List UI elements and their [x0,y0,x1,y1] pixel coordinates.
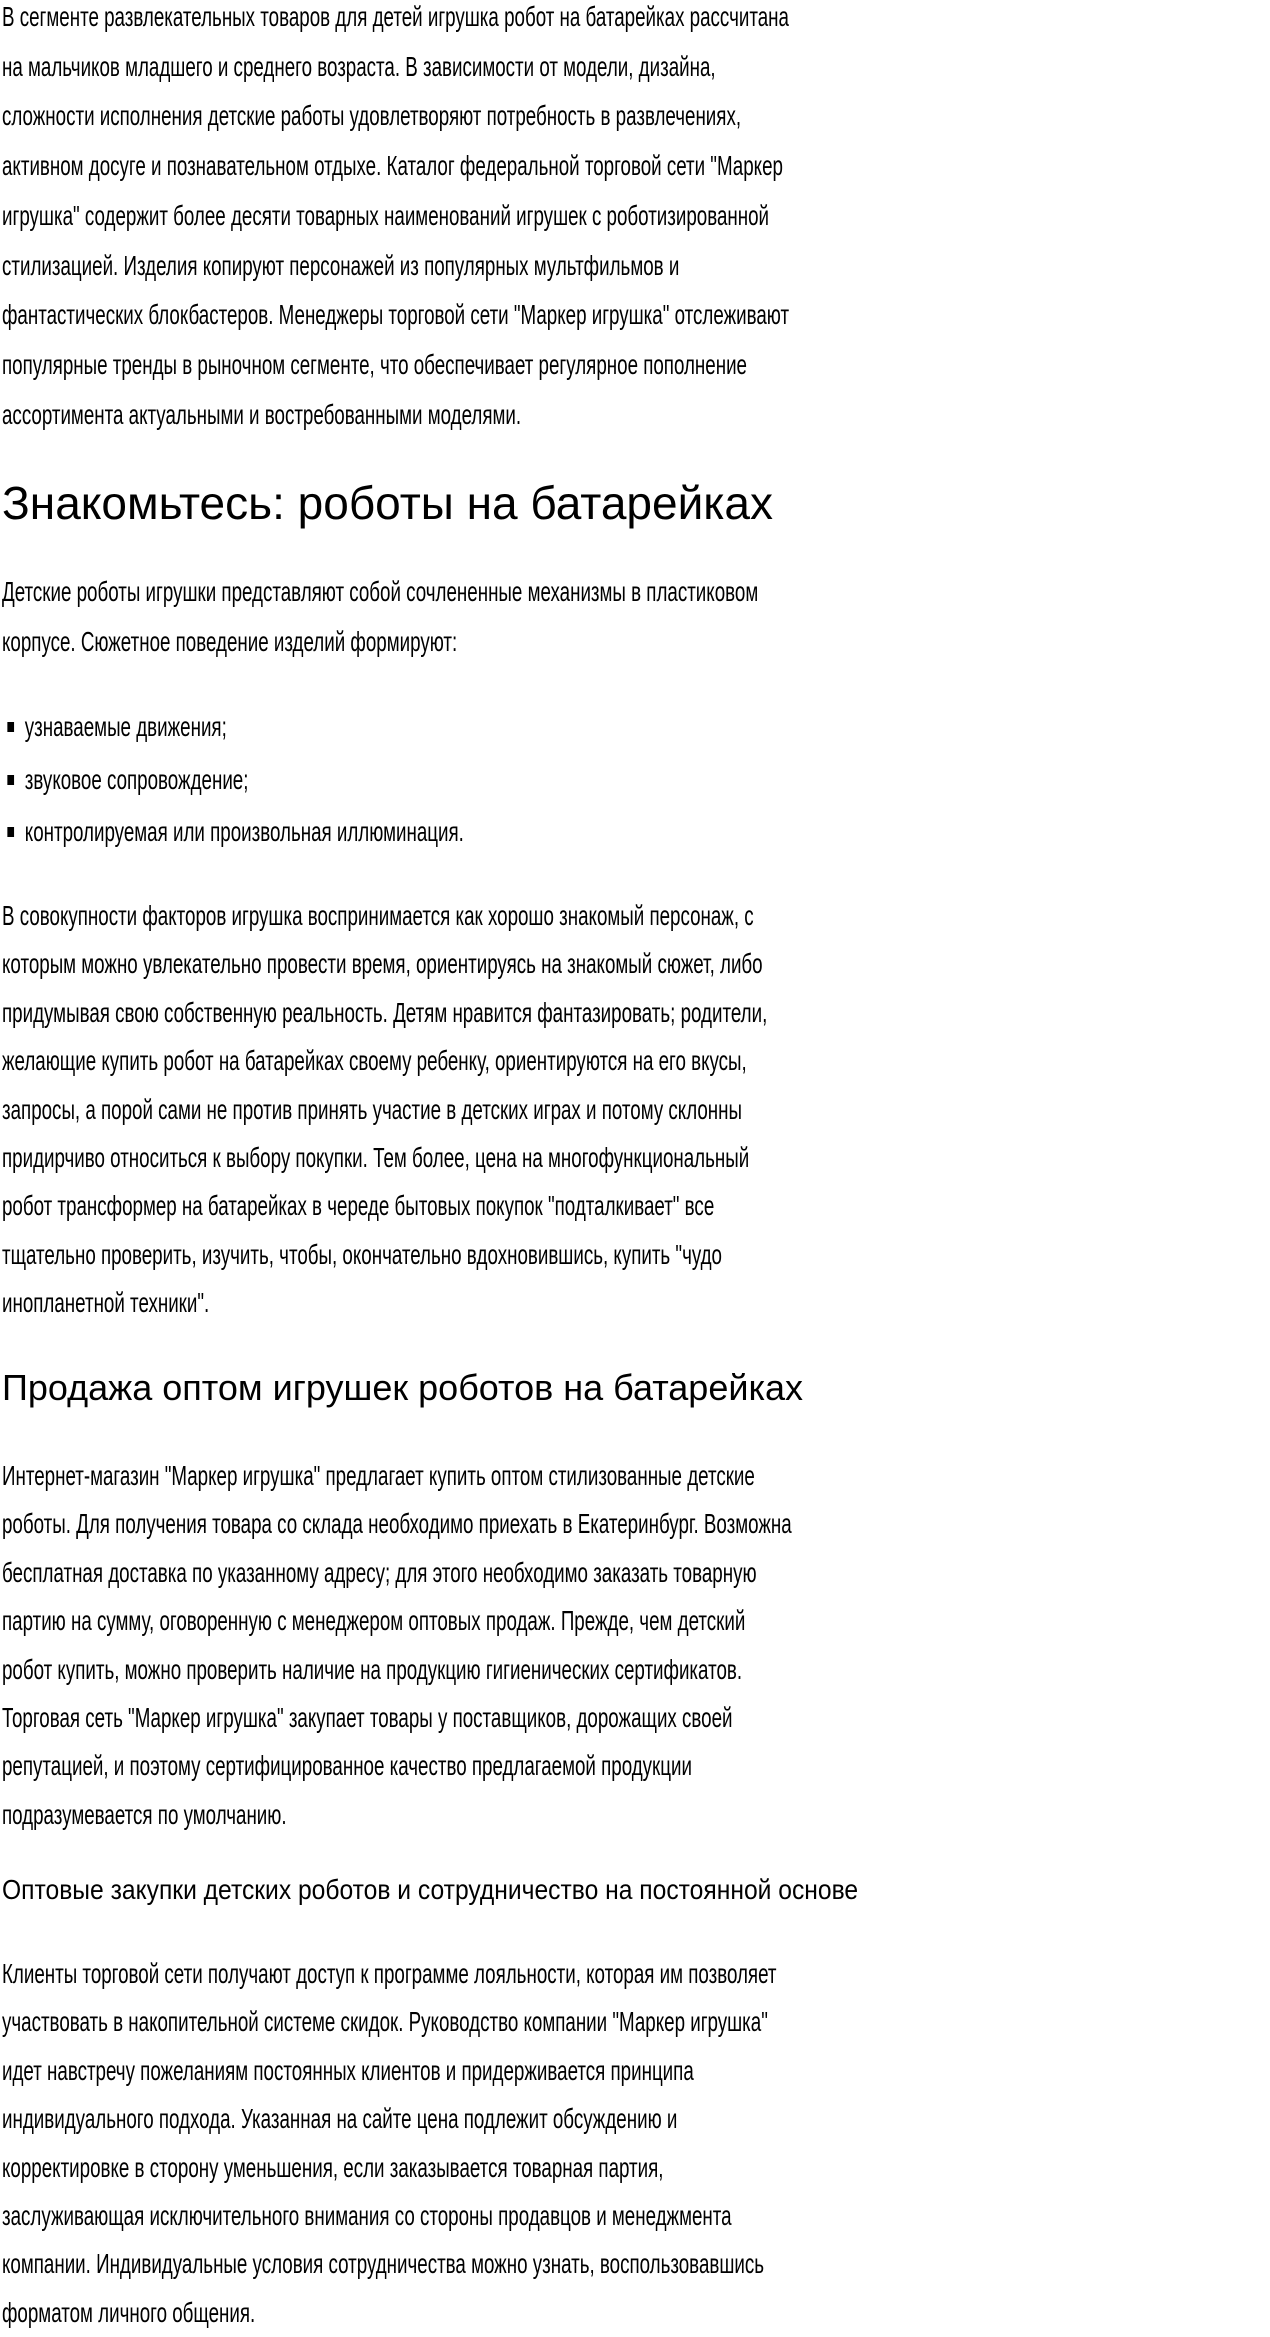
section-heading-cooperation: Оптовые закупки детских роботов и сотрудничество на постоянной основе [2,1874,859,1905]
text-line: ассортимента актуальными и востребованными моделями. [2,398,522,430]
text-line: бесплатная доставка по указанному адресу; для этого необходимо заказать товарную [2,1556,757,1588]
text-line: участвовать в накопительной системе скидок. Руководство компании "Маркер игрушка" [2,2006,768,2038]
text-line: популярные тренды в рыночном сегменте, что обеспечивает регулярное пополнение [2,348,747,380]
text-line: роботы. Для получения товара со склада необходимо приехать в Екатеринбург. Возможна [2,1508,792,1540]
text-line: на мальчиков младшего и среднего возраста. В зависимости от модели, дизайна, [2,50,716,82]
text-line: форматом личного общения. [2,2296,256,2328]
text-line: придирчиво относиться к выбору покупки. Тем более, цена на многофункциональный [2,1142,750,1174]
text-line: репутацией, и поэтому сертифицированное качество предлагаемой продукции [2,1750,692,1782]
text-line: робот трансформер на батарейках в череде бытовых покупок "подталкивает" все [2,1190,715,1222]
list-item [2,755,464,805]
section-heading-wholesale: Продажа оптом игрушек роботов на батарейках [2,1367,804,1408]
text-line: фантастических блокбастеров. Менеджеры торговой сети "Маркер игрушка" отслеживают [2,299,790,331]
perception-paragraph [2,892,767,1328]
text-line: индивидуального подхода. Указанная на сайте цена подлежит обсуждению и [2,2103,678,2135]
robots-description-paragraph [2,567,758,666]
text-line: придумывая свою собственную реальность. Детям нравится фантазировать; родители, [2,996,768,1028]
text-line: стилизацией. Изделия копируют персонажей из популярных мультфильмов и [2,249,680,281]
bullet-square-icon [7,827,14,837]
text-line: сложности исполнения детские работы удовлетворяют потребность в развлечениях, [2,100,742,132]
text-line: желающие купить робот на батарейках своему ребенку, ориентируются на его вкусы, [2,1045,747,1077]
text-line: компании. Индивидуальные условия сотрудничества можно узнать, воспользовавшись [2,2248,765,2280]
text-line: инопланетной техники". [2,1287,210,1319]
text-line: подразумевается по умолчанию. [2,1798,287,1830]
list-item-label: узнаваемые движения; [24,711,227,742]
text-line: Клиенты торговой сети получают доступ к программе лояльности, которая им позволяет [2,1958,777,1989]
text-line: тщательно проверить, изучить, чтобы, окончательно вдохновившись, купить "чудо [2,1238,722,1270]
text-line: Торговая сеть "Маркер игрушка" закупает товары у поставщиков, дорожащих своей [2,1702,733,1734]
text-line: которым можно увлекательно провести время, ориентируясь на знакомый сюжет, либо [2,948,763,980]
text-line: корректировке в сторону уменьшения, если заказывается товарная партия, [2,2151,664,2183]
text-line: В совокупности факторов игрушка воспринимается как хорошо знакомый персонаж, с [2,900,754,931]
bullet-square-icon [7,722,14,732]
text-line: корпусе. Сюжетное поведение изделий формируют: [2,625,458,657]
text-line: робот купить, можно проверить наличие на продукцию гигиенических сертификатов. [2,1653,743,1685]
list-item [2,807,464,857]
intro-paragraph [2,0,789,439]
text-line: В сегменте развлекательных товаров для детей игрушка робот на батарейках рассчитана [2,1,789,32]
text-line: игрушка" содержит более десяти товарных наименований игрушек с роботизированной [2,199,770,231]
text-line: Детские роботы игрушки представляют собой сочлененные механизмы в пластиковом [2,576,759,607]
list-item-label: звуковое сопровождение; [24,763,249,795]
list-item [2,702,464,752]
text-line: идет навстречу пожеланиям постоянных клиентов и придерживается принципа [2,2054,694,2086]
list-item-label: контролируемая или произвольная иллюминация. [24,816,464,848]
text-line: активном досуге и познавательном отдыхе. Каталог федеральной торговой сети "Маркер [2,150,783,182]
loyalty-paragraph [2,1950,776,2337]
wholesale-paragraph [2,1452,792,1839]
feature-list [2,702,464,860]
text-line: партию на сумму, оговоренную с менеджером оптовых продаж. Прежде, чем детский [2,1605,746,1637]
section-heading-robots: Знакомьтесь: роботы на батарейках [2,477,773,529]
bullet-square-icon [7,775,14,785]
text-line: запросы, а порой сами не против принять участие в детских играх и потому склонны [2,1093,743,1125]
text-line: Интернет-магазин "Маркер игрушка" предлагает купить оптом стилизованные детские [2,1460,755,1491]
text-line: заслуживающая исключительного внимания со стороны продавцов и менеджмента [2,2200,732,2232]
